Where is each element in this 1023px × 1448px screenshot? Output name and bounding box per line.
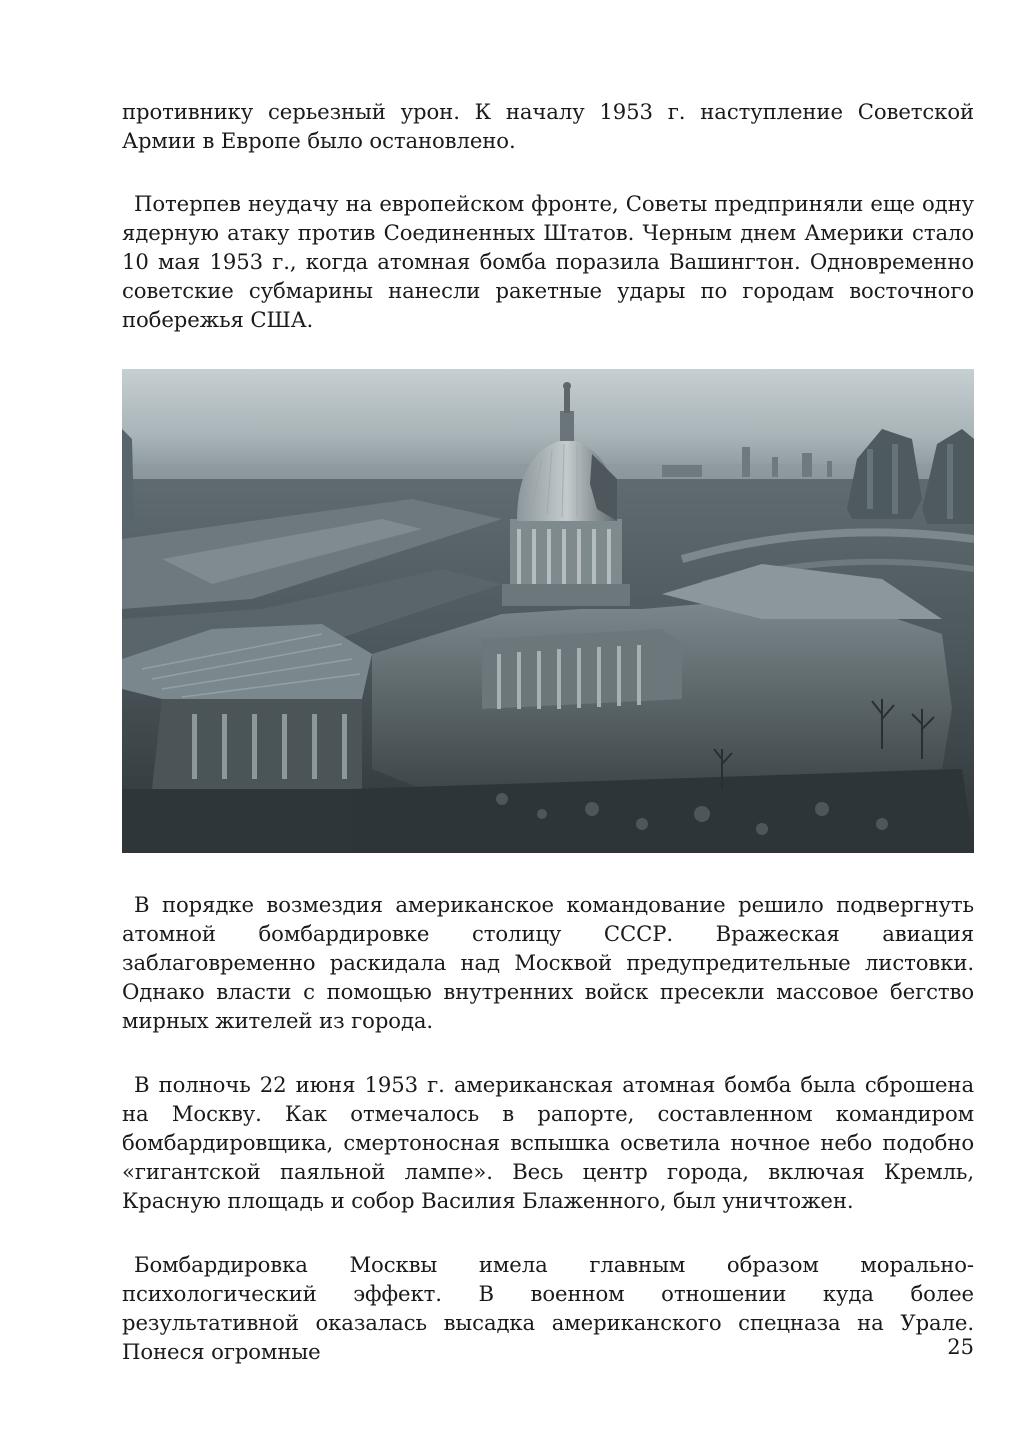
paragraph-1: противнику серьезный урон. К началу 1953 г. наступление Советской Армии в Европе было остановлено. [122,99,974,153]
paragraph-3: В порядке возмездия американское командование решило подвергнуть атомной бомбардировке столицу СССР. Вражеская авиация заблаговременно раскидала над Москвой предупредительные листовки. Однако власти с помощью внутренних войск пресекли массовое бегство мирных жителей из города. [122,892,974,1033]
paragraph-4: В полночь 22 июня 1953 г. американская атомная бомба была сброшена на Москву. Как отмечалось в рапорте, составленном командиром бомбардировщика, смертоносная вспышка осветила ночное небо подобно «гигантской паяльной лампе». Весь центр города, включая Кремль, Красную площадь и собор Василия Блаженного, был уничтожен. [122,1072,974,1213]
page-content [122,97,974,1366]
ruined-capitol-illustration [122,369,974,853]
page-number: 25 [947,1335,974,1359]
paragraph-5: Бомбардировка Москвы имела главным образом морально-психологический эффект. В военном отношении куда более результативной оказалась высадка американского спецназа на Урале. Понеся огромные [122,1252,974,1364]
paragraph-2: Потерпев неудачу на европейском фронте, Советы предприняли еще одну ядерную атаку против Соединенных Штатов. Черным днем Америки стало 10 мая 1953 г., когда атомная бомба поразила Вашингтон. Одновременно советские субмарины нанесли ракетные удары по городам восточного побережья США. [122,191,974,332]
